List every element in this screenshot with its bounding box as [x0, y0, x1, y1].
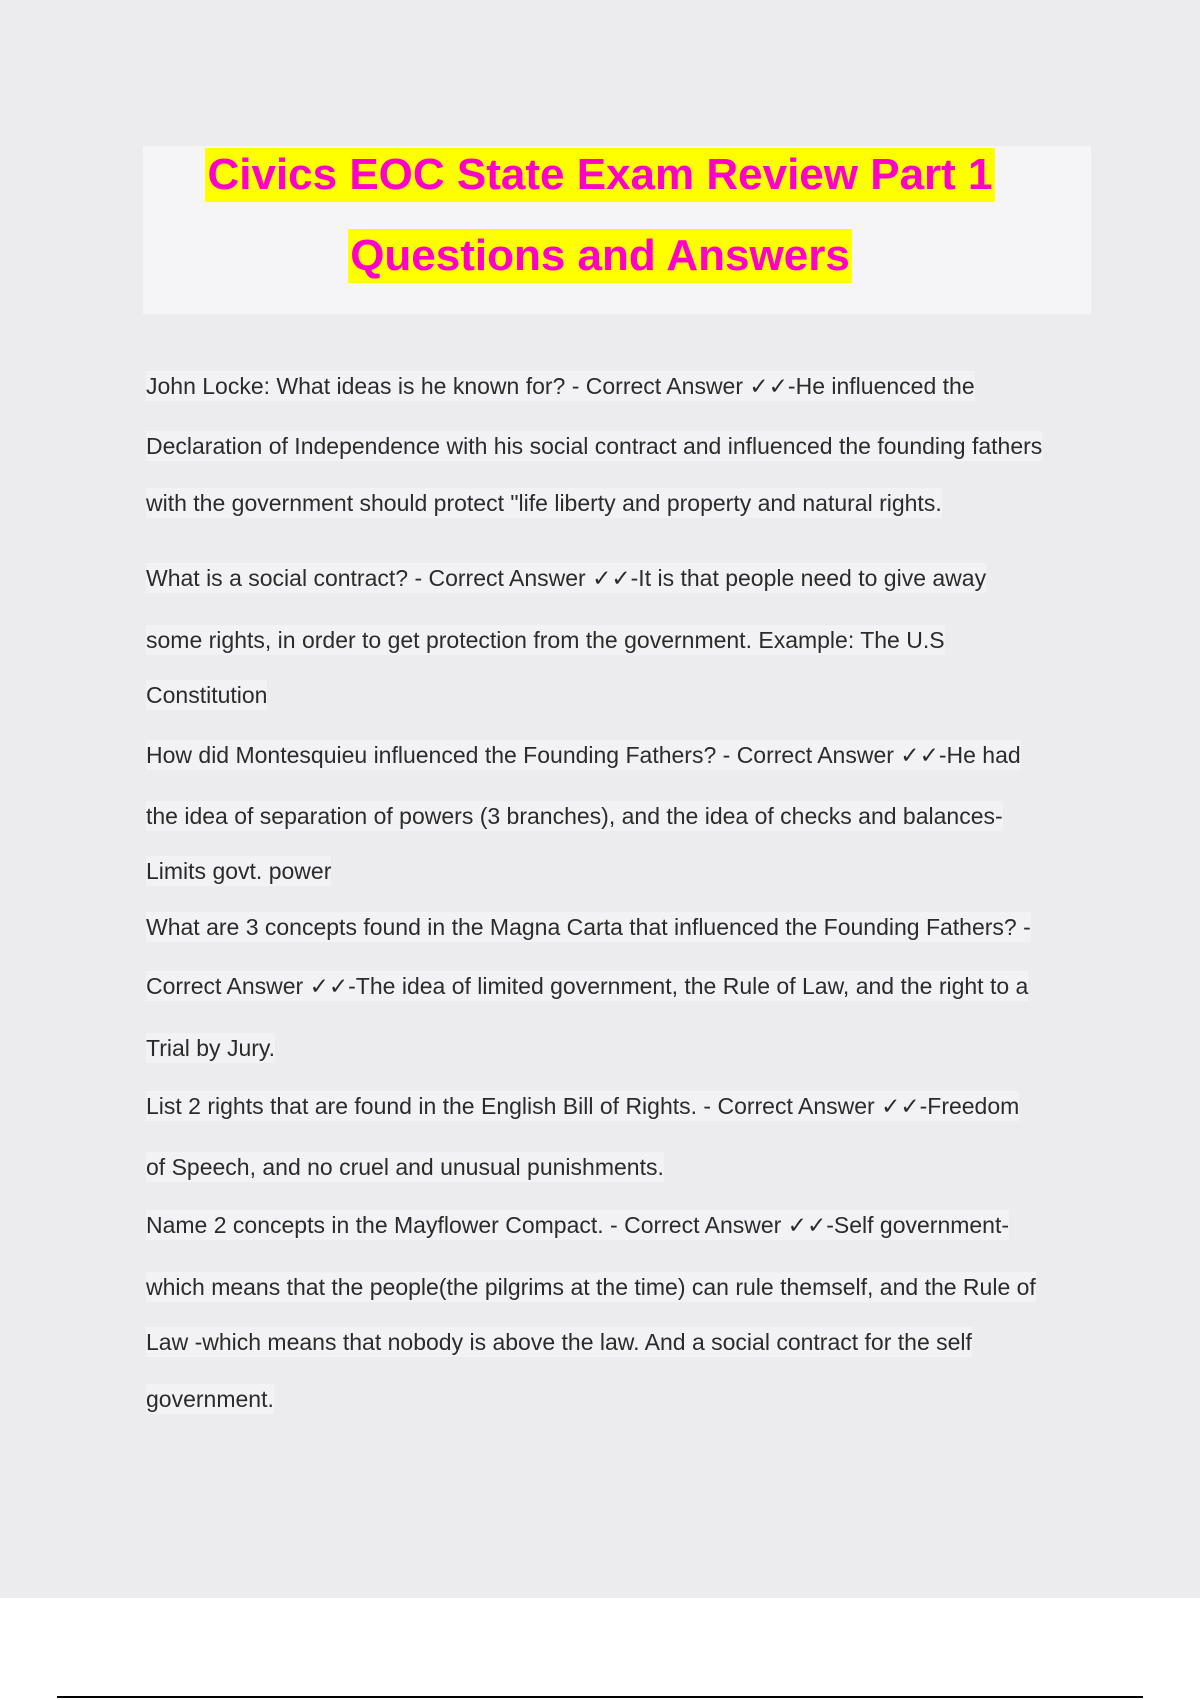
qa-line: Name 2 concepts in the Mayflower Compact. - Correct Answer ✓✓-Self government- — [146, 1212, 1010, 1238]
qa-line: government. — [146, 1386, 274, 1412]
qa-line: Correct Answer ✓✓-The idea of limited government, the Rule of Law, and the right to a — [146, 973, 1029, 999]
qa-line: Law -which means that nobody is above the law. And a social contract for the self — [146, 1329, 972, 1355]
footer-divider — [57, 1696, 1143, 1698]
qa-line: What is a social contract? - Correct Answer ✓✓-It is that people need to give away — [146, 565, 987, 591]
qa-line: of Speech, and no cruel and unusual punishments. — [146, 1154, 664, 1180]
qa-line: Trial by Jury. — [146, 1035, 276, 1061]
qa-line: which means that the people(the pilgrims at the time) can rule themself, and the Rule of — [146, 1274, 1036, 1300]
qa-line: How did Montesquieu influenced the Founding Fathers? - Correct Answer ✓✓-He had — [146, 742, 1021, 768]
title-line-2-wrapper — [0, 229, 1200, 283]
qa-line: What are 3 concepts found in the Magna Carta that influenced the Founding Fathers? - — [146, 914, 1031, 940]
qa-line: the idea of separation of powers (3 branches), and the idea of checks and balances- — [146, 803, 1003, 829]
qa-line: some rights, in order to get protection from the government. Example: The U.S — [146, 627, 945, 653]
qa-line: List 2 rights that are found in the English Bill of Rights. - Correct Answer ✓✓-Freedom — [146, 1093, 1020, 1119]
document-title-line-1: Civics EOC State Exam Review Part 1 — [205, 148, 994, 202]
qa-line: Constitution — [146, 682, 268, 708]
qa-line: with the government should protect "life liberty and property and natural rights. — [146, 490, 942, 516]
document-title-line-2: Questions and Answers — [348, 229, 852, 283]
qa-line: John Locke: What ideas is he known for? - Correct Answer ✓✓-He influenced the — [146, 373, 975, 399]
qa-line: Declaration of Independence with his social contract and influenced the founding fathers — [146, 433, 1043, 459]
qa-line: Limits govt. power — [146, 858, 332, 884]
title-line-1-wrapper — [0, 148, 1200, 202]
